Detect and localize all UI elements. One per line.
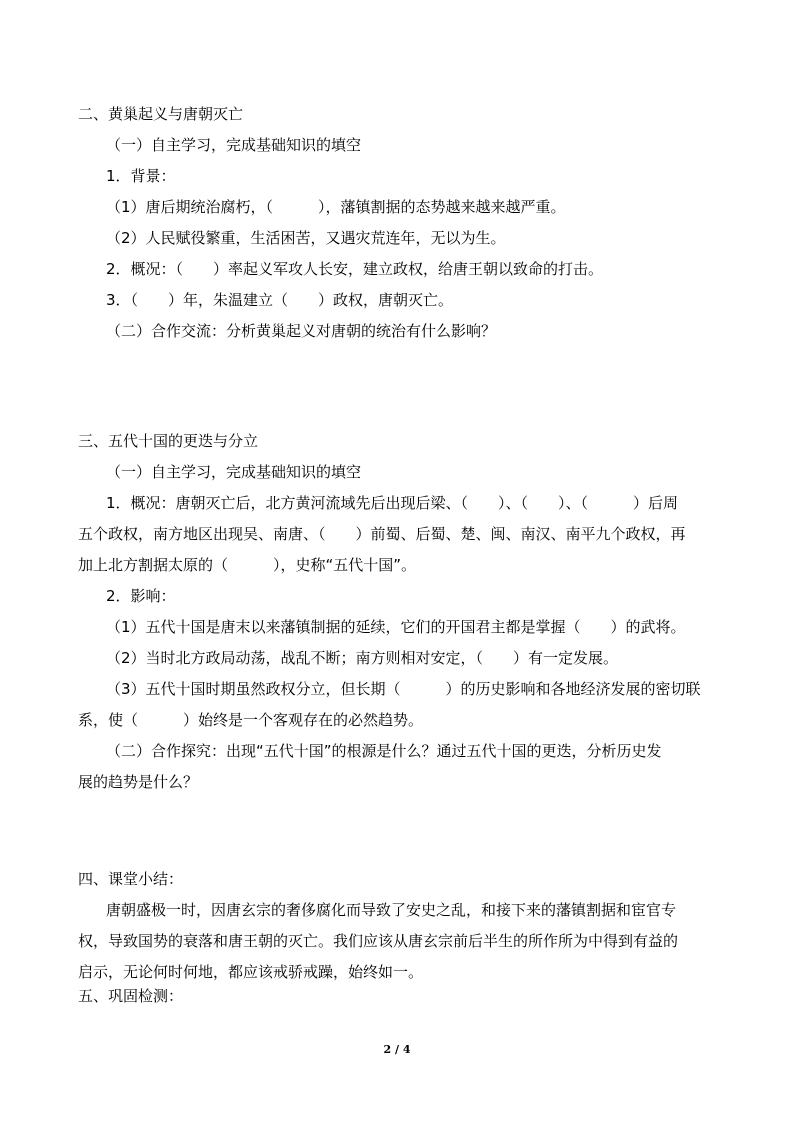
impact-point-1: （1）五代十国是唐末以来藩镇制据的延续，它们的开国君主都是掌握（ ）的武将。 <box>106 618 686 636</box>
summary-line-2: 权，导致国势的衰落和唐王朝的灭亡。我们应该从唐玄宗前后半生的所作所为中得到有益的 <box>78 932 679 950</box>
impact-label: 2．影响： <box>106 587 176 605</box>
inquiry-line-2: 展的趋势是什么？ <box>78 773 199 791</box>
item-background-label: 1．背景： <box>106 167 176 185</box>
overview-line-3: 加上北方割据太原的（ ），史称“五代十国”。 <box>78 556 417 574</box>
section-title-5: 五、巩固检测： <box>78 987 184 1005</box>
summary-line-3: 启示，无论何时何地，都应该戒骄戒躁，始终如一。 <box>78 963 424 981</box>
subsection-cooperation: （二）合作交流：分析黄巢起义对唐朝的统治有什么影响？ <box>106 322 497 340</box>
inquiry-line-1: （二）合作探究：出现“五代十国”的根源是什么？通过五代十国的更迭，分析历史发 <box>106 742 662 760</box>
summary-line-1: 唐朝盛极一时，因唐玄宗的奢侈腐化而导致了安史之乱，和接下来的藩镇割据和宦官专 <box>106 901 677 919</box>
background-point-2: （2）人民赋役繁重，生活困苦，又遇灾荒连年，无以为生。 <box>106 229 506 247</box>
overview-line-2: 五个政权，南方地区出现吴、南唐、（ ）前蜀、后蜀、楚、闽、南汉、南平九个政权，再 <box>78 525 686 543</box>
subsection-self-study: （一）自主学习，完成基础知识的填空 <box>106 463 362 481</box>
item-end-of-tang: 3．（ ）年，朱温建立（ ）政权，唐朝灭亡。 <box>106 291 454 309</box>
page-number: 2 / 4 <box>383 1043 411 1056</box>
impact-point-3-line-1: （3）五代十国时期虽然政权分立，但长期（ ）的历史影响和各地经济发展的密切联 <box>106 680 701 698</box>
item-overview: 2．概况：（ ）率起义军攻人长安，建立政权，给唐王朝以致命的打击。 <box>106 260 604 278</box>
subsection-self-study: （一）自主学习，完成基础知识的填空 <box>106 136 362 154</box>
impact-point-2: （2）当时北方政局动荡，战乱不断；南方则相对安定，（ ）有一定发展。 <box>106 649 619 667</box>
section-title-4: 四、课堂小结： <box>78 870 184 888</box>
section-title-2: 二、黄巢起义与唐朝灭亡 <box>78 105 244 123</box>
background-point-1: （1）唐后期统治腐朽，（ ），藩镇割据的态势越来越来越严重。 <box>106 198 566 216</box>
section-title-3: 三、五代十国的更迭与分立 <box>78 432 259 450</box>
overview-line-1: 1．概况：唐朝灭亡后，北方黄河流域先后出现后梁、（ ）、（ ）、（ ）后周 <box>106 494 679 512</box>
impact-point-3-line-2: 系，使（ ）始终是一个客观存在的必然趋势。 <box>78 711 424 729</box>
